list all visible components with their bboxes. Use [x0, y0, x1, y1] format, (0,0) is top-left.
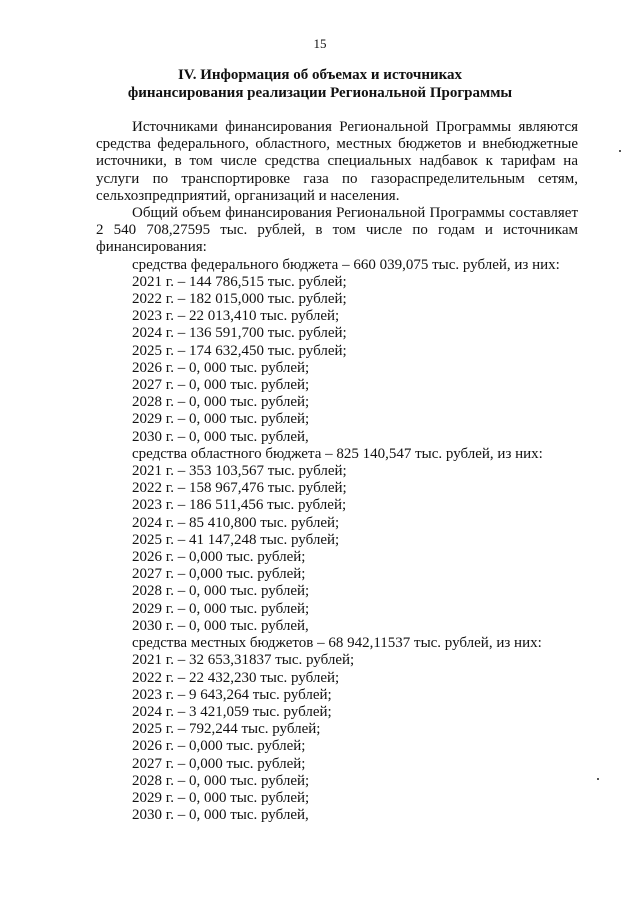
regional-year-line: 2028 г. – 0, 000 тыс. рублей; — [132, 583, 310, 600]
paragraph-total: Общий объем финансирования Региональной Программы составляет 2 540 708,27595 тыс. рублей, в том числе по годам и источникам финансирования: — [96, 205, 578, 256]
local-budget-section — [96, 635, 578, 824]
paragraph-sources: Источниками финансирования Региональной Программы являются средства федерального, областного, местных бюджетов и внебюджетные источники, в том числе средства специальных надбавок к тарифам на услуги по транспортировке газа по газораспределительным сетям, сельхозпредприятий, организаций и населения. — [96, 119, 578, 204]
regional-year-line: 2026 г. – 0,000 тыс. рублей; — [132, 549, 306, 566]
federal-year-line: 2022 г. – 182 015,000 тыс. рублей; — [132, 291, 347, 308]
page-number: 15 — [313, 36, 327, 51]
federal-year-line: 2021 г. – 144 786,515 тыс. рублей; — [132, 273, 347, 290]
document-body — [96, 119, 578, 824]
regional-year-line: 2027 г. – 0,000 тыс. рублей; — [132, 566, 306, 583]
regional-year-line: 2021 г. – 353 103,567 тыс. рублей; — [132, 463, 347, 480]
local-year-line: 2024 г. – 3 421,059 тыс. рублей; — [132, 703, 332, 720]
regional-year-line: 2022 г. – 158 967,476 тыс. рублей; — [132, 480, 347, 497]
regional-budget-section — [96, 446, 578, 635]
federal-year-line: 2023 г. – 22 013,410 тыс. рублей; — [132, 308, 340, 325]
federal-year-line: 2024 г. – 136 591,700 тыс. рублей; — [132, 325, 347, 342]
section-heading — [60, 66, 580, 102]
regional-year-line: 2030 г. – 0, 000 тыс. рублей, — [132, 617, 309, 634]
local-year-line: 2026 г. – 0,000 тыс. рублей; — [132, 738, 306, 755]
section-heading-line-2: финансирования реализации Региональной Программы — [127, 85, 513, 101]
regional-year-line: 2029 г. – 0, 000 тыс. рублей; — [132, 600, 310, 617]
federal-year-line: 2027 г. – 0, 000 тыс. рублей; — [132, 377, 310, 394]
regional-year-line: 2023 г. – 186 511,456 тыс. рублей; — [132, 497, 347, 514]
federal-budget-section — [96, 257, 578, 446]
local-year-line: 2029 г. – 0, 000 тыс. рублей; — [132, 789, 310, 806]
regional-budget-header: средства областного бюджета – 825 140,547 тыс. рублей, из них: — [132, 445, 543, 462]
local-budget-header: средства местных бюджетов – 68 942,11537 тыс. рублей, из них: — [132, 635, 542, 652]
regional-year-line: 2024 г. – 85 410,800 тыс. рублей; — [132, 514, 340, 531]
local-year-line: 2028 г. – 0, 000 тыс. рублей; — [132, 772, 310, 789]
federal-year-line: 2028 г. – 0, 000 тыс. рублей; — [132, 394, 310, 411]
scan-speck — [619, 150, 621, 152]
local-year-line: 2023 г. – 9 643,264 тыс. рублей; — [132, 686, 332, 703]
federal-year-line: 2025 г. – 174 632,450 тыс. рублей; — [132, 342, 347, 359]
local-year-line: 2025 г. – 792,244 тыс. рублей; — [132, 721, 321, 738]
federal-year-line: 2026 г. – 0, 000 тыс. рублей; — [132, 359, 310, 376]
regional-year-line: 2025 г. – 41 147,248 тыс. рублей; — [132, 531, 340, 548]
local-year-line: 2027 г. – 0,000 тыс. рублей; — [132, 755, 306, 772]
local-year-line: 2030 г. – 0, 000 тыс. рублей, — [132, 807, 309, 824]
federal-year-line: 2029 г. – 0, 000 тыс. рублей; — [132, 411, 310, 428]
federal-year-line: 2030 г. – 0, 000 тыс. рублей, — [132, 428, 309, 445]
local-year-line: 2021 г. – 32 653,31837 тыс. рублей; — [132, 652, 355, 669]
section-heading-line-1: IV. Информация об объемах и источниках — [177, 67, 463, 83]
scan-speck — [597, 778, 599, 780]
federal-budget-header: средства федерального бюджета – 660 039,075 тыс. рублей, из них: — [132, 256, 560, 273]
local-year-line: 2022 г. – 22 432,230 тыс. рублей; — [132, 669, 340, 686]
